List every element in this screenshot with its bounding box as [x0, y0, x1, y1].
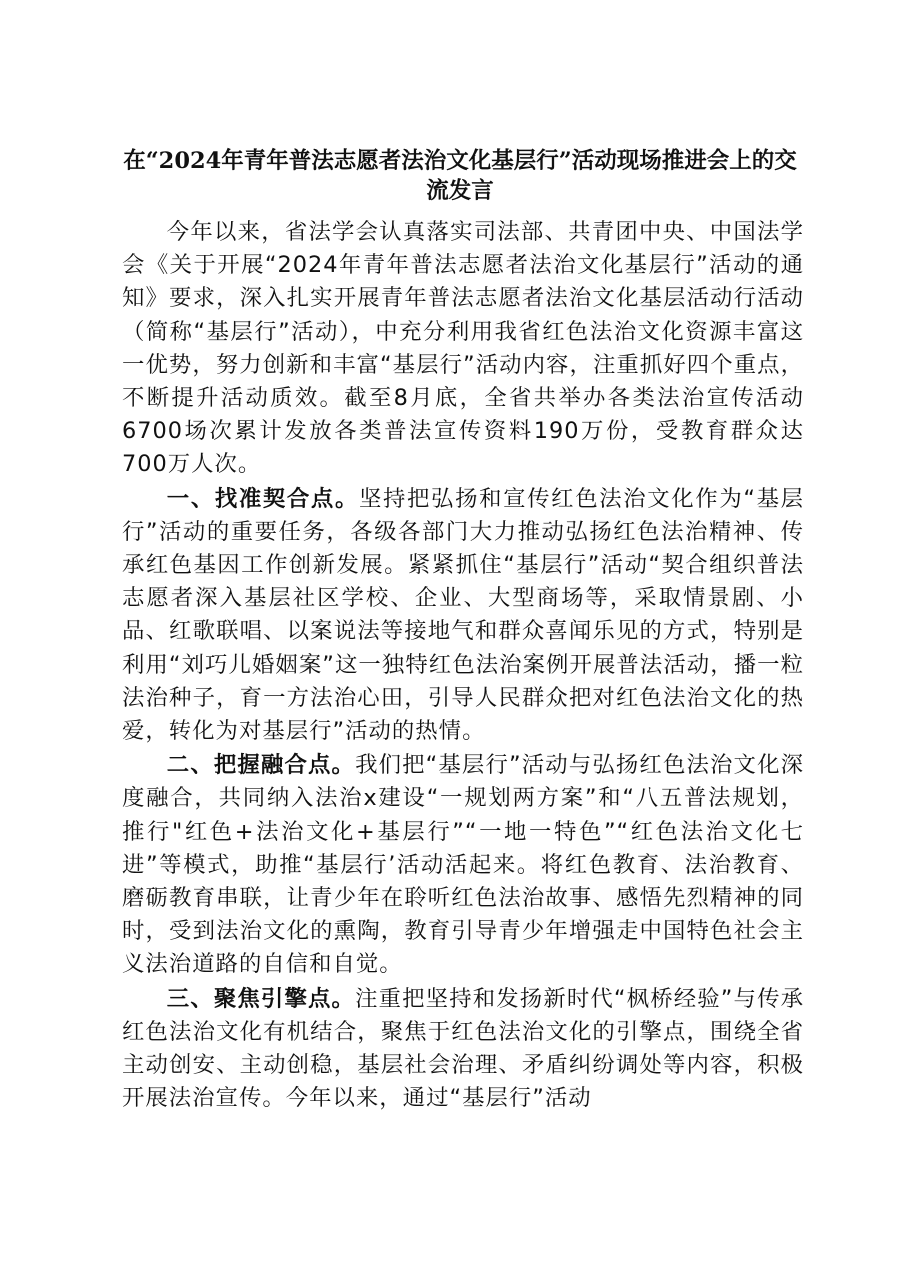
paragraph-text: 我们把“基层行”活动与弘扬红色法治文化深度融合，共同纳入法治x建设“一规划两方案”和“八五普法规划，推行"红色+法治文化+基层行”“一地一特色”“红色法治文化七进”等模式，助推“基层行’活动活起来。将红色教育、法治教育、磨砺教育串联，让青少年在聆听红色法治故事、感悟先烈精神的同时，受到法治文化的熏陶，教育引导青少年增强走中国特色社会主义法治道路的自信和自觉。 [122, 752, 804, 978]
body-paragraph [122, 483, 804, 749]
document-body [122, 216, 804, 1116]
paragraph-text: 坚持把弘扬和宣传红色法治文化作为“基层行”活动的重要任务，各级各部门大力推动弘扬红色法治精神、传承红色基因工作创新发展。紧紧抓住“基层行”活动“契合组织普法志愿者深入基层社区学校、企业、大型商场等，采取情景剧、小品、红歌联唱、以案说法等接地气和群众喜闻乐见的方式，特别是利用“刘巧儿婚姻案”这一独特红色法治案例开展普法活动，播一粒法治种子，育一方法治心田，引导人民群众把对红色法治文化的热爱，转化为对基层行”活动的热情。 [122, 485, 804, 745]
paragraph-heading: 一、找准契合点。 [166, 485, 359, 512]
paragraph-heading: 二、把握融合点。 [166, 752, 356, 779]
paragraph-text: 注重把坚持和发扬新时代“枫桥经验”与传承红色法治文化有机结合，聚焦于红色法治文化的引擎点，围绕全省主动创安、主动创稳，基层社会治理、矛盾纠纷调处等内容，积极开展法治宣传。今年以来，通过“基层行”活动 [122, 985, 804, 1112]
body-paragraph [122, 749, 804, 981]
paragraph-heading: 三、聚焦引擎点。 [166, 985, 356, 1012]
body-paragraph [122, 983, 804, 1116]
paragraph-text: 今年以来，省法学会认真落实司法部、共青团中央、中国法学会《关于开展“2024年青年普法志愿者法治文化基层行”活动的通知》要求，深入扎实开展青年普法志愿者法治文化基层活动行活动（简称“基层行”活动），中充分利用我省红色法治文化资源丰富这一优势，努力创新和丰富“基层行”活动内容，注重抓好四个重点，不断提升活动质效。截至8月底，全省共举办各类法治宣传活动6700场次累计发放各类普法宣传资料190万份，受教育群众达700万人次。 [122, 219, 804, 478]
body-paragraph [122, 216, 804, 482]
document-title: 在“2024年青年普法志愿者法治文化基层行”活动现场推进会上的交流发言 [123, 148, 797, 204]
